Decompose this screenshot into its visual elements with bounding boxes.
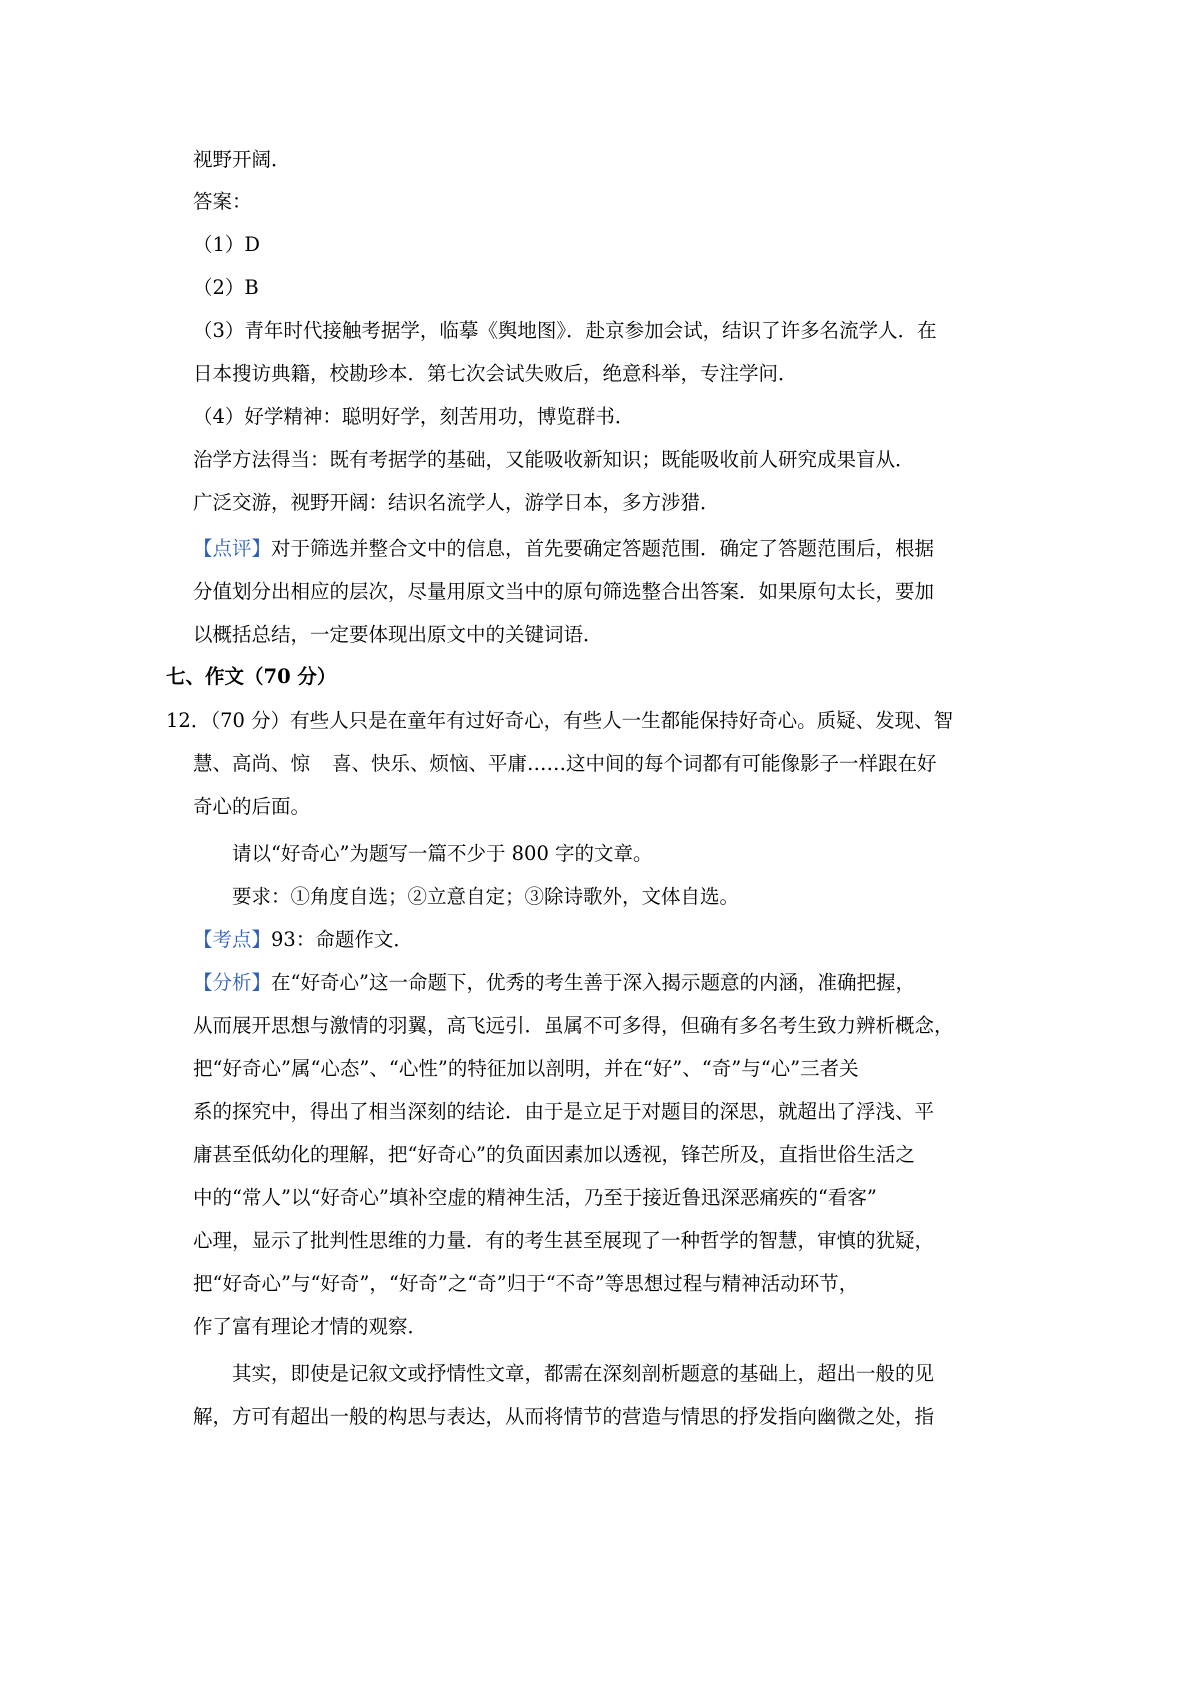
comment-line-1 [193,536,934,562]
answer-item-2: （2）B [193,276,259,299]
question-requirements: 要求：①角度自选；②立意自定；③除诗歌外，文体自选。 [232,885,740,908]
question-line-2-part-b: 喜、快乐、烦恼、平庸……这中间的每个词都有可能像影子一样跟在好 [332,752,937,775]
analysis-line-9: 作了富有理论才情的观察． [193,1315,428,1338]
analysis-para2-line-1: 其实，即使是记叙文或抒情性文章，都需在深刻剖析题意的基础上，超出一般的见 [232,1362,935,1385]
question-line-2 [193,751,937,777]
answer-item-4-method: 治学方法得当：既有考据学的基础，又能吸收新知识；既能吸收前人研究成果盲从． [193,448,915,471]
answer-item-3-line-1: （3）青年时代接触考据学，临摹《舆地图》．赴京参加会试，结识了许多名流学人．在 [193,319,937,342]
comment-line-2: 分值划分出相应的层次，尽量用原文当中的原句筛选整合出答案．如果原句太长，要加 [193,580,935,603]
continuation-line: 视野开阔． [193,148,291,171]
analysis-line-7: 心理，显示了批判性思维的力量．有的考生甚至展现了一种哲学的智慧，审慎的犹疑， [193,1229,935,1252]
comment-text-1: 对于筛选并整合文中的信息，首先要确定答题范围．确定了答题范围后，根据 [271,537,935,560]
answer-item-3-line-2: 日本搜访典籍，校勘珍本．第七次会试失败后，绝意科举，专注学问． [193,362,798,385]
analysis-text-1: 在“好奇心”这一命题下，优秀的考生善于深入揭示题意的内涵，准确把握， [271,971,915,994]
analysis-line-3: 把“好奇心”属“心态”、“心性”的特征加以剖明，并在“好”、“奇”与“心”三者关 [193,1057,859,1080]
kaodian-text: 93：命题作文． [271,928,413,951]
analysis-line-5: 庸甚至低幼化的理解，把“好奇心”的负面因素加以透视，锋芒所及，直指世俗生活之 [193,1143,915,1166]
answer-item-1: （1）D [193,233,261,256]
answer-heading: 答案： [193,190,252,213]
question-line-1: 12．（70 分）有些人只是在童年有过好奇心，有些人一生都能保持好奇心。质疑、发现、智 [166,709,954,732]
analysis-line-1 [193,970,915,996]
comment-line-3: 以概括总结，一定要体现出原文中的关键词语． [193,623,603,646]
analysis-para2-line-2: 解，方可有超出一般的构思与表达，从而将情节的营造与情思的抒发指向幽微之处，指 [193,1405,935,1428]
analysis-tag: 【分析】 [193,971,272,994]
kaodian-line [193,927,413,953]
analysis-line-2: 从而展开思想与激情的羽翼，高飞远引．虽属不可多得，但确有多名考生致力辨析概念， [193,1014,954,1037]
section-heading: 七、作文（70 分） [166,665,337,688]
question-line-2-part-a: 慧、高尚、惊 [193,752,311,775]
question-prompt: 请以“好奇心”为题写一篇不少于 800 字的文章。 [232,842,653,865]
analysis-line-4: 系的探究中，得出了相当深刻的结论．由于是立足于对题目的深思，就超出了浮浅、平 [193,1100,935,1123]
answer-item-4-travel: 广泛交游，视野开阔：结识名流学人，游学日本，多方涉猎． [193,491,720,514]
kaodian-tag: 【考点】 [193,928,272,951]
question-line-3: 奇心的后面。 [193,795,311,818]
answer-item-4: （4）好学精神：聪明好学，刻苦用功，博览群书． [193,405,635,428]
comment-tag: 【点评】 [193,537,272,560]
analysis-line-8: 把“好奇心”与“好奇”，“好奇”之“奇”归于“不奇”等思想过程与精神活动环节， [193,1272,859,1295]
analysis-line-6: 中的“常人”以“好奇心”填补空虚的精神生活，乃至于接近鲁迅深恶痛疾的“看客” [193,1186,877,1209]
